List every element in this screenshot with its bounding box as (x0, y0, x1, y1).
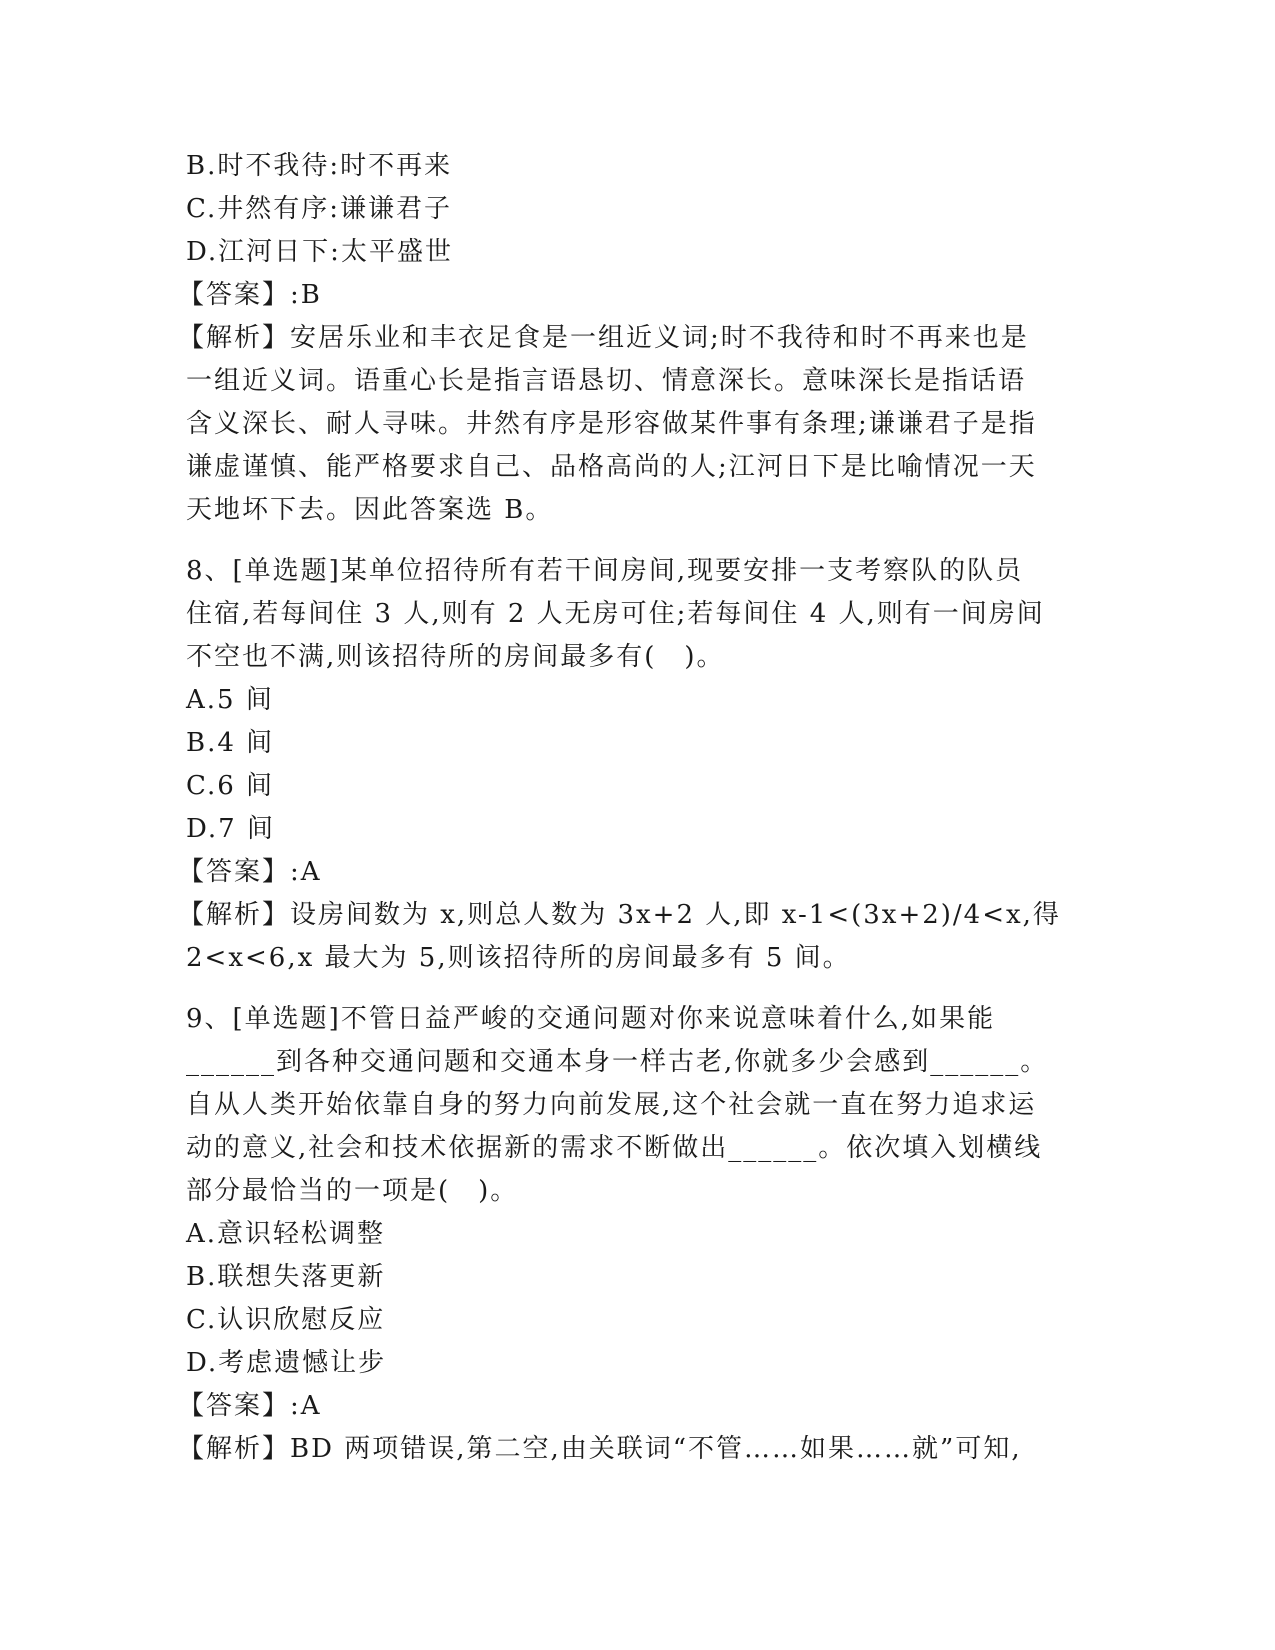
q8-answer: 【答案】:A (178, 857, 322, 887)
q9-stem-line: 自从人类开始依靠自身的努力向前发展,这个社会就一直在努力追求运 (186, 1090, 1037, 1120)
q8-option-d: D.7 间 (186, 814, 275, 844)
q8-option-a: A.5 间 (186, 685, 274, 715)
q9-answer: 【答案】:A (178, 1391, 322, 1421)
q7-analysis-line: 含义深长、耐人寻味。井然有序是形容做某件事有条理;谦谦君子是指 (186, 409, 1037, 439)
q9-option-b: B.联想失落更新 (186, 1262, 386, 1292)
q9-option-c: C.认识欣慰反应 (186, 1305, 386, 1335)
q9-stem-line: 动的意义,社会和技术依据新的需求不断做出______。依次填入划横线 (186, 1133, 1043, 1163)
q7-analysis-line: 【解析】安居乐业和丰衣足食是一组近义词;时不我待和时不再来也是 (178, 323, 1029, 353)
q8-analysis-line: 【解析】设房间数为 x,则总人数为 3x+2 人,即 x-1<(3x+2)/4<x,得 (178, 900, 1061, 930)
q9-stem-line: ______到各种交通问题和交通本身一样古老,你就多少会感到______。 (186, 1047, 1049, 1077)
q8-option-c: C.6 间 (186, 771, 275, 801)
q8-stem-line: 8、[单选题]某单位招待所有若干间房间,现要安排一支考察队的队员 (186, 556, 1024, 586)
q9-stem-line: 部分最恰当的一项是( )。 (186, 1176, 519, 1206)
q7-analysis-line: 谦虚谨慎、能严格要求自己、品格高尚的人;江河日下是比喻情况一天 (186, 452, 1037, 482)
q7-analysis-line: 一组近义词。语重心长是指言语恳切、情意深长。意味深长是指话语 (186, 366, 1027, 396)
q7-option-b: B.时不我待:时不再来 (186, 151, 453, 181)
q7-analysis-line: 天地坏下去。因此答案选 B。 (186, 495, 554, 525)
q9-analysis-line: 【解析】BD 两项错误,第二空,由关联词“不管……如果……就”可知, (178, 1434, 1022, 1464)
q8-analysis-line: 2<x<6,x 最大为 5,则该招待所的房间最多有 5 间。 (186, 943, 851, 973)
q9-stem-line: 9、[单选题]不管日益严峻的交通问题对你来说意味着什么,如果能 (186, 1004, 996, 1034)
q7-option-c: C.井然有序:谦谦君子 (186, 194, 452, 224)
q7-option-d: D.江河日下:太平盛世 (186, 237, 453, 267)
q9-option-a: A.意识轻松调整 (186, 1219, 386, 1249)
q8-stem-line: 不空也不满,则该招待所的房间最多有( )。 (186, 642, 725, 672)
q8-option-b: B.4 间 (186, 728, 275, 758)
document-page (178, 145, 1086, 1471)
q7-answer: 【答案】:B (178, 280, 322, 310)
q9-option-d: D.考虑遗憾让步 (186, 1348, 387, 1378)
q8-stem-line: 住宿,若每间住 3 人,则有 2 人无房可住;若每间住 4 人,则有一间房间 (186, 599, 1045, 629)
